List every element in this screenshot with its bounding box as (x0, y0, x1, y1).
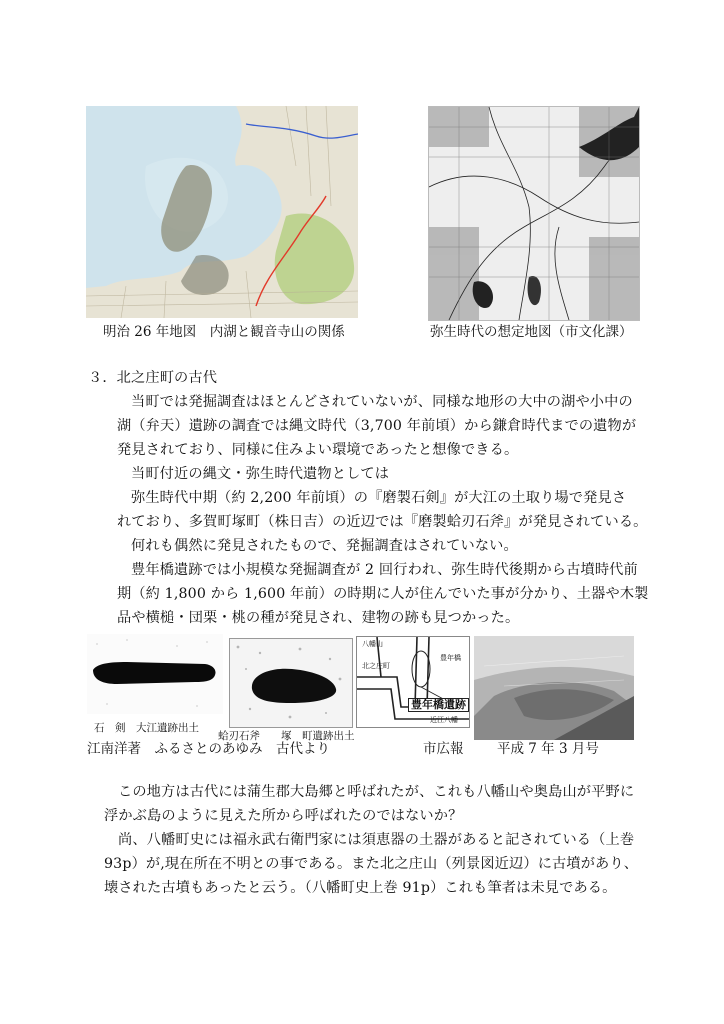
bottom-caption-right: 平成 7 年 3 月号 (497, 741, 599, 757)
section-heading: ３．北之庄町の古代 (88, 370, 218, 386)
closing-line: この地方は古代には蒲生郡大島郷と呼ばれたが、これも八幡山や奥島山が平野に (118, 784, 635, 800)
bottom-caption-left: 江南洋著 ふるさとのあゆみ 古代より (87, 741, 330, 757)
map-label-omihachiman: 近江八幡 (430, 716, 458, 724)
excavation-photo (474, 636, 634, 740)
paragraph-line: 弥生時代中期（約 2,200 年前頃）の『磨製石剣』が大江の土取り場で発見さ (131, 490, 627, 506)
closing-line: 壊された古墳もあったと云う。（八幡町史上巻 91p）これも筆者は未見である。 (104, 880, 617, 896)
stone-sword-image (87, 634, 223, 714)
map-label-yawatayama: 八幡山 (362, 640, 383, 648)
closing-line: 浮かぶ島のように見えた所から呼ばれたのではないか？ (104, 808, 463, 824)
meiji-map-caption: 明治 26 年地図 内湖と観音寺山の関係 (103, 324, 345, 340)
paragraph-line: 当町では発掘調査はほとんどされていないが、同様な地形の大中の湖や小中の (131, 394, 633, 410)
closing-line: 93p）が,現在所在不明との事である。また北之庄山（列景図近辺）に古墳があり、 (104, 856, 639, 872)
closing-line: 尚、八幡町史には福永武右衛門家には須恵器の土器があると記されている（上巻 (118, 832, 635, 848)
paragraph-line: 品や横槌・団栗・桃の種が発見され、建物の跡も見つかった。 (117, 610, 520, 626)
axe-label: 蛤刃石斧 塚 町遺跡出土 (218, 730, 355, 742)
bottom-caption-mid: 市広報 (423, 741, 464, 757)
paragraph-line: れており、多賀町塚町（株日吉）の近辺では『磨製蛤刃石斧』が発見されている。 (117, 514, 648, 530)
meiji-map-image (86, 106, 358, 318)
paragraph-line: 何れも偶然に発見されたもので、発掘調査はされていない。 (131, 538, 518, 554)
stone-axe-image (229, 638, 353, 728)
paragraph-line: 当町付近の縄文・弥生時代遺物としては (131, 466, 390, 482)
paragraph-line: 豊年橋遺跡では小規模な発掘調査が 2 回行われ、弥生時代後期から古墳時代前 (131, 562, 638, 578)
map-label-kitanosho: 北之庄町 (362, 662, 390, 670)
yayoi-map-image (428, 106, 640, 321)
paragraph-line: 湖（弁天）遺跡の調査では縄文時代（3,700 年前頃）から鎌倉時代までの遺物が (117, 418, 637, 434)
paragraph-line: 発見されており、同様に住みよい環境であったと想像できる。 (117, 442, 519, 458)
map-label-honenbashi: 豊年橋 (440, 654, 461, 662)
sword-label: 石 剣 大江遺跡出土 (94, 722, 199, 734)
yayoi-map-caption: 弥生時代の想定地図（市文化課） (430, 324, 633, 340)
map-site-label: 豊年橋遺跡 (408, 698, 469, 712)
paragraph-line: 期（約 1,800 から 1,600 年前）の時期に人が住んでいた事が分かり、土器や木製 (117, 586, 649, 602)
